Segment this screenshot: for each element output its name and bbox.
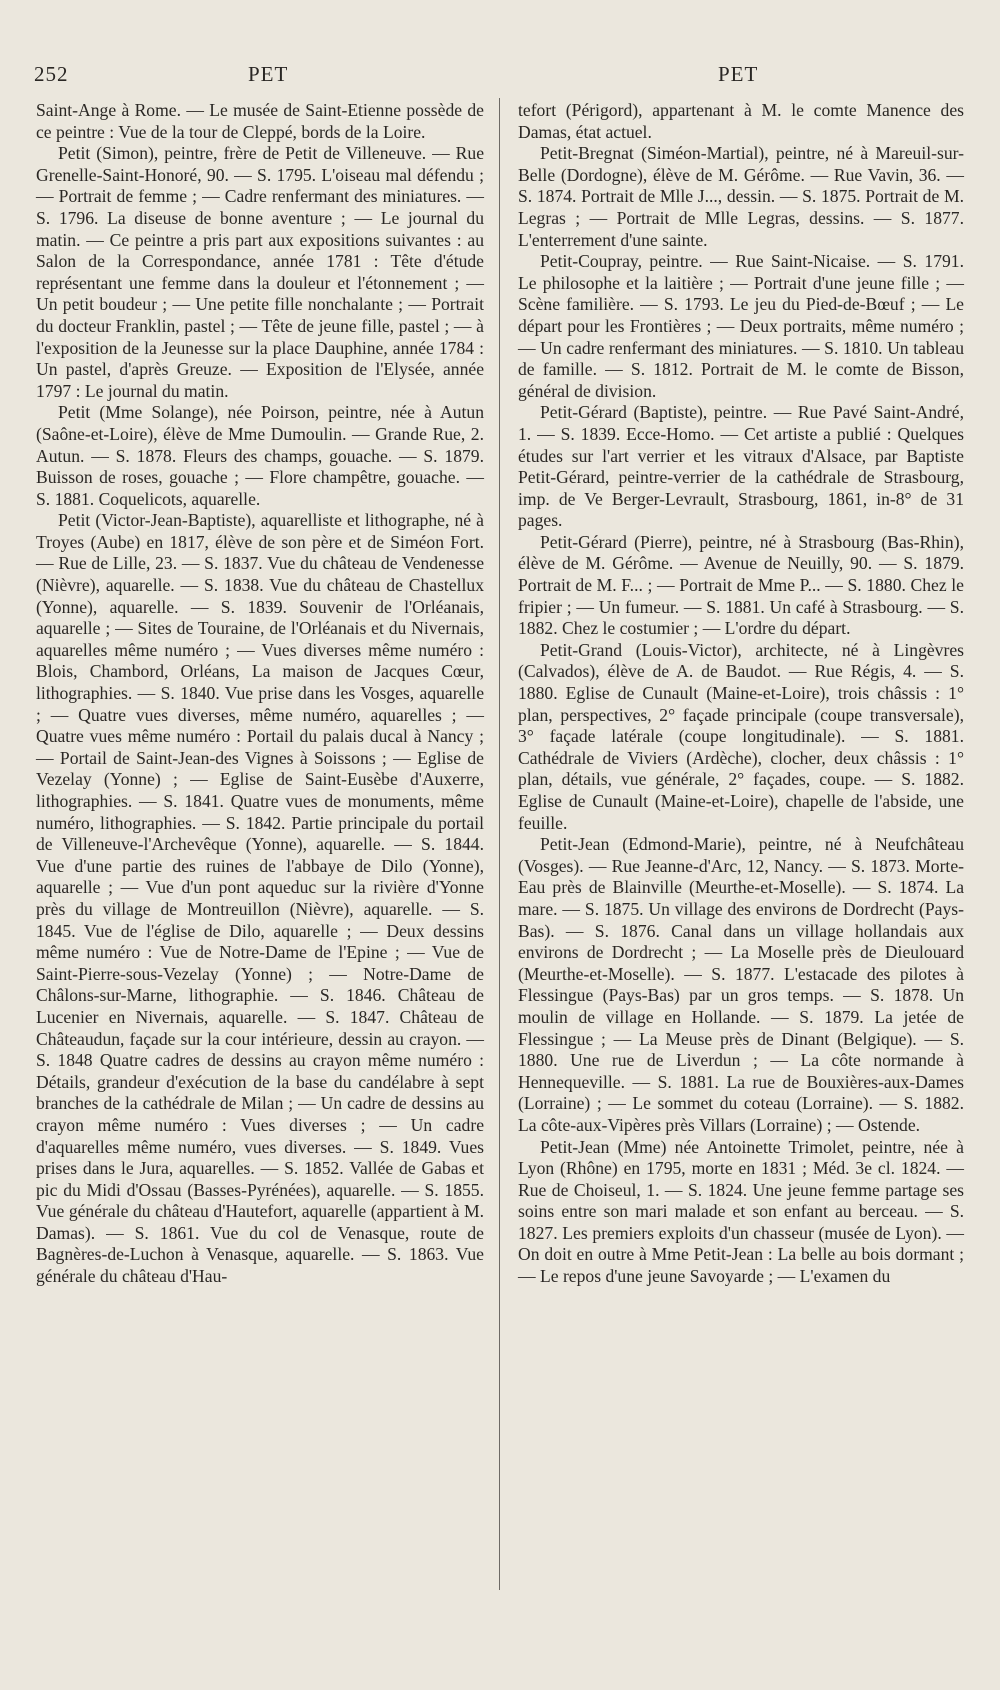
right-column-entry: Petit-Gérard (Pierre), peintre, né à Strasbourg (Bas-Rhin), élève de M. Gérôme. — Avenue de Neuilly, 90. — S. 1879. Portrait de M. F... ; — Portrait de Mme P... — S. 1880. Chez le fripier ; — Un fumeur. — S. 1881. Un café à Strasbourg. — S. 1882. Chez le costumier ; — L'ordre du départ. (518, 531, 964, 639)
right-column-entry: Petit-Grand (Louis-Victor), architecte, né à Lingèvres (Calvados), élève de A. de Baudot. — Rue Régis, 4. — S. 1880. Eglise de Cunault (Maine-et-Loire), trois châssis : 1° plan, perspectives, 2° façade principale (coupe transversale), 3° façade latérale (coupe longitudinale). — S. 1881. Cathédrale de Viviers (Ardèche), clocher, deux châssis : 1° plan, détails, vue générale, 2° façades, coupe. — S. 1882. Eglise de Cunault (Maine-et-Loire), chapelle de l'abside, une feuille. (518, 639, 964, 833)
right-column (518, 100, 964, 1288)
right-column-entry: Petit-Jean (Edmond-Marie), peintre, né à Neufchâteau (Vosges). — Rue Jeanne-d'Arc, 12, Nancy. — S. 1873. Morte-Eau près de Blainville (Meurthe-et-Moselle). — S. 1874. La mare. — S. 1875. Un village des environs de Dordrecht (Pays-Bas). — S. 1876. Canal dans un village hollandais aux environs de Dordrecht ; — La Moselle près de Dieulouard (Meurthe-et-Moselle). — S. 1877. L'estacade des pilotes à Flessingue (Pays-Bas) par un gros temps. — S. 1878. Un moulin de village en Hollande. — S. 1879. La jetée de Flessingue ; — La Meuse près de Dinant (Belgique). — S. 1880. Une rue de Liverdun ; — La côte normande à Hennequeville. — S. 1881. La rue de Bouxières-aux-Dames (Lorraine) ; — Le sommet du coteau (Lorraine). — S. 1882. La côte-aux-Vipères près Villars (Lorraine) ; — Ostende. (518, 834, 964, 1135)
page-header (34, 62, 966, 92)
left-column-entry: Petit (Simon), peintre, frère de Petit de Villeneuve. — Rue Grenelle-Saint-Honoré, 90. — S. 1795. L'oiseau mal défendu ; — Portrait de femme ; — Cadre renfermant des miniatures. — S. 1796. La diseuse de bonne aventure ; — Le journal du matin. — Ce peintre a pris part aux expositions suivantes : au Salon de la Correspondance, année 1781 : Tête d'étude représentant une femme dans la douleur et l'étonnement ; — Un petit boudeur ; — Une petite fille nonchalante ; — Portrait du docteur Franklin, pastel ; — Tête de jeune fille, pastel ; — à l'exposition de la Jeunesse sur la place Dauphine, année 1784 : Un pastel, d'après Greuze. — Exposition de l'Elysée, année 1797 : Le journal du matin. (36, 143, 484, 401)
left-column (36, 100, 484, 1288)
right-column-entry: Petit-Bregnat (Siméon-Martial), peintre, né à Mareuil-sur-Belle (Dordogne), élève de M. Gérôme. — Rue Vavin, 36. — S. 1874. Portrait de Mlle J..., dessin. — S. 1875. Portrait de M. Legras ; — Portrait de Mlle Legras, dessins. — S. 1877. L'enterrement d'une sainte. (518, 143, 964, 250)
right-column-entry: Petit-Gérard (Baptiste), peintre. — Rue Pavé Saint-André, 1. — S. 1839. Ecce-Homo. — Cet artiste a publié : Quelques études sur l'art verrier et les vitraux d'Alsace, par Baptiste Petit-Gérard, peintre-verrier de la cathédrale de Strasbourg, imp. de Ve Berger-Levrault, Strasbourg, 1861, in-8° de 31 pages. (518, 402, 964, 531)
column-divider (499, 98, 500, 1590)
right-column-entry: Petit-Coupray, peintre. — Rue Saint-Nicaise. — S. 1791. Le philosophe et la laitière ; — Portrait d'une jeune fille ; — Scène familière. — S. 1793. Le jeu du Pied-de-Bœuf ; — Le départ pour les Frontières ; — Deux portraits, même numéro ; — Un cadre renfermant des miniatures. — S. 1810. Un tableau de famille. — S. 1812. Portrait de M. le comte de Bisson, général de division. (518, 251, 964, 401)
left-column-entry: Saint-Ange à Rome. — Le musée de Saint-Etienne possède de ce peintre : Vue de la tour de Cleppé, bords de la Loire. (36, 100, 484, 142)
right-column-entry: tefort (Périgord), appartenant à M. le comte Manence des Damas, état actuel. (518, 100, 964, 142)
running-head-right: PET (718, 62, 759, 86)
left-column-entry: Petit (Victor-Jean-Baptiste), aquarelliste et lithographe, né à Troyes (Aube) en 1817, élève de son père et de Siméon Fort. — Rue de Lille, 23. — S. 1837. Vue du château de Vendenesse (Nièvre), aquarelle. — S. 1838. Vue du château de Chastellux (Yonne), aquarelle. — S. 1839. Souvenir de l'Orléanais, aquarelle ; — Sites de Touraine, de l'Orléanais et du Nivernais, aquarelles même numéro ; — Vues diverses même numéro : Blois, Chambord, Orléans, La maison de Jacques Cœur, lithographies. — S. 1840. Vue prise dans les Vosges, aquarelle ; — Quatre vues diverses, même numéro, aquarelles ; — Quatre vues même numéro : Portail du palais ducal à Nancy ; — Portail de Saint-Jean-des Vignes à Soissons ; — Eglise de Vezelay (Yonne) ; — Eglise de Saint-Eusèbe d'Auxerre, lithographies. — S. 1841. Quatre vues de monuments, même numéro, lithographies. — S. 1842. Partie principale du portail de Villeneuve-l'Archevêque (Yonne), aquarelle. — S. 1844. Vue d'une partie des ruines de l'abbaye de Dilo (Yonne), aquarelle ; — Vue d'un pont aqueduc sur la rivière d'Yonne près du village de Montreuillon (Nièvre), aquarelle. — S. 1845. Vue de l'église de Dilo, aquarelle ; — Deux dessins même numéro : Vue de Notre-Dame de l'Epine ; — Vue de Saint-Pierre-sous-Vezelay (Yonne) ; — Notre-Dame de Châlons-sur-Marne, lithographie. — S. 1846. Château de Lucenier en Nivernais, aquarelle. — S. 1847. Château de Châteaudun, façade sur la cour intérieure, dessin au crayon. — S. 1848 Quatre cadres de dessins au crayon même numéro : Détails, grandeur d'exécution de la base du candélabre à sept branches de la cathédrale de Milan ; — Un cadre de dessins au crayon même numéro : Vues diverses ; — Un cadre d'aquarelles même numéro, vues diverses. — S. 1849. Vues prises dans le Jura, aquarelles. — S. 1852. Vallée de Gabas et pic du Midi d'Ossau (Basses-Pyrénées), aquarelle. — S. 1855. Vue générale du château d'Hautefort, aquarelle (appartient à M. Damas). — S. 1861. Vue du col de Venasque, route de Bagnères-de-Luchon à Venasque, aquarelle. — S. 1863. Vue générale du château d'Hau- (36, 510, 484, 1287)
running-head-left: PET (248, 62, 289, 86)
page-number: 252 (34, 62, 69, 86)
left-column-entry: Petit (Mme Solange), née Poirson, peintre, née à Autun (Saône-et-Loire), élève de Mme Dumoulin. — Grande Rue, 2. Autun. — S. 1878. Fleurs des champs, gouache. — S. 1879. Buisson de roses, gouache ; — Flore champêtre, gouache. — S. 1881. Coquelicots, aquarelle. (36, 402, 484, 509)
right-column-entry: Petit-Jean (Mme) née Antoinette Trimolet, peintre, née à Lyon (Rhône) en 1795, morte en 1831 ; Méd. 3e cl. 1824. — Rue de Choiseul, 1. — S. 1824. Une jeune femme partage ses soins entre son mari malade et son enfant au berceau. — S. 1827. Les premiers exploits d'un chasseur (musée de Lyon). — On doit en outre à Mme Petit-Jean : La belle au bois dormant ; — Le repos d'une jeune Savoyarde ; — L'examen du (518, 1136, 964, 1287)
